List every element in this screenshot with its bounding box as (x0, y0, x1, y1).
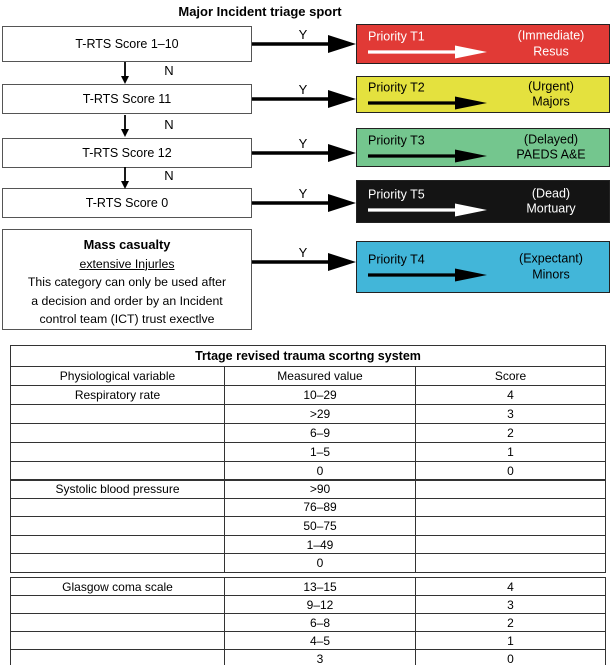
mass-casualty-body-line: control team (ICT) trust exectlve (39, 312, 215, 326)
variable-cell (11, 535, 225, 554)
priority-box-t2 (356, 76, 610, 113)
column-header-variable: Physiological variable (11, 367, 225, 386)
table-row (11, 650, 606, 665)
decision-box-trts-1-10 (2, 26, 252, 62)
priority-label: Priority T5 (368, 187, 425, 201)
priority-arrow-icon (367, 149, 493, 162)
table-title: Trtage revised trauma scortng system (11, 346, 606, 367)
table-row (11, 498, 606, 517)
yes-label: Y (298, 82, 308, 97)
measured-cell: 0 (225, 462, 416, 481)
table-row (11, 462, 606, 481)
decision-label: T-RTS Score 11 (82, 92, 172, 106)
measured-cell: 3 (225, 650, 416, 665)
score-cell: 1 (416, 443, 606, 462)
triage-table-respiratory (10, 345, 606, 481)
priority-destination: PAEDS A&E (516, 147, 586, 162)
no-label: N (164, 168, 174, 183)
score-cell: 4 (416, 386, 606, 405)
measured-cell: 13–15 (225, 578, 416, 596)
score-cell (416, 535, 606, 554)
table-row (11, 386, 606, 405)
measured-cell: 10–29 (225, 386, 416, 405)
priority-category: (Urgent) (528, 79, 574, 93)
column-header-measured: Measured value (225, 367, 416, 386)
decision-box-trts-12 (2, 138, 252, 168)
variable-cell (11, 614, 225, 632)
variable-cell (11, 596, 225, 614)
score-cell: 1 (416, 632, 606, 650)
table-row (11, 535, 606, 554)
priority-arrow-icon (367, 203, 493, 216)
score-cell (416, 554, 606, 573)
mass-casualty-body-line: a decision and order by an Incident (31, 293, 223, 308)
priority-label: Priority T1 (368, 29, 425, 44)
measured-cell: >90 (225, 480, 416, 499)
priority-arrow-icon (367, 269, 493, 282)
triage-table-glasgow (10, 577, 606, 665)
yes-label: Y (298, 186, 308, 201)
score-cell (416, 498, 606, 517)
measured-cell: 0 (225, 554, 416, 573)
table-row (11, 424, 606, 443)
table-row (11, 596, 606, 614)
yes-label: Y (298, 27, 308, 42)
mass-casualty-subtitle: extensive Injurles (79, 256, 175, 271)
score-cell (416, 480, 606, 499)
table-row (11, 614, 606, 632)
priority-destination: Resus (533, 44, 569, 58)
measured-cell: 4–5 (225, 632, 416, 650)
mass-casualty-title: Mass casualty (83, 237, 171, 252)
score-cell: 2 (416, 614, 606, 632)
priority-arrow-icon (367, 96, 493, 109)
table-row (11, 632, 606, 650)
yes-label: Y (298, 136, 308, 151)
priority-category: (Immediate) (517, 28, 585, 43)
score-cell: 0 (416, 462, 606, 481)
variable-cell (11, 405, 225, 424)
priority-category: (Dead) (531, 186, 571, 200)
down-arrow-icon (118, 62, 132, 84)
measured-cell: 6–8 (225, 614, 416, 632)
measured-cell: 6–9 (225, 424, 416, 443)
score-cell (416, 517, 606, 536)
priority-box-t4 (356, 241, 610, 293)
score-cell: 2 (416, 424, 606, 443)
column-header-score: Score (416, 367, 606, 386)
measured-cell: 9–12 (225, 596, 416, 614)
no-label: N (164, 63, 174, 78)
down-arrow-icon (118, 167, 132, 189)
table-row (11, 578, 606, 596)
table-row (11, 443, 606, 462)
variable-cell (11, 554, 225, 573)
variable-cell (11, 650, 225, 665)
variable-cell (11, 498, 225, 517)
decision-label: T-RTS Score 1–10 (75, 37, 179, 51)
table-row (11, 405, 606, 424)
priority-category: (Delayed) (523, 132, 579, 146)
measured-cell: >29 (225, 405, 416, 424)
decision-label: T-RTS Score 0 (85, 196, 169, 210)
priority-destination: Mortuary (526, 201, 576, 216)
mass-casualty-body-line: This category can only be used after (27, 275, 227, 289)
priority-label: Priority T2 (368, 80, 425, 94)
table-row (11, 480, 606, 499)
variable-cell (11, 462, 225, 481)
variable-cell: Systolic blood pressure (11, 480, 225, 499)
variable-cell (11, 517, 225, 536)
variable-cell (11, 424, 225, 443)
yes-label: Y (298, 245, 308, 260)
score-cell: 4 (416, 578, 606, 596)
table-row (11, 517, 606, 536)
variable-cell (11, 632, 225, 650)
decision-box-trts-0 (2, 188, 252, 218)
priority-box-t3 (356, 128, 610, 167)
priority-category: (Expectant) (519, 251, 583, 266)
priority-label: Priority T3 (368, 133, 425, 147)
priority-box-t1 (356, 24, 610, 64)
priority-destination: Majors (532, 94, 570, 109)
figure-title: Major Incident triage sport (178, 4, 342, 19)
priority-box-t5 (356, 180, 610, 223)
variable-cell: Glasgow coma scale (11, 578, 225, 596)
measured-cell: 76–89 (225, 498, 416, 517)
down-arrow-icon (118, 115, 132, 137)
variable-cell: Respiratory rate (11, 386, 225, 405)
no-label: N (164, 117, 174, 132)
mass-casualty-box (2, 229, 252, 330)
decision-label: T-RTS Score 12 (82, 146, 172, 160)
score-cell: 0 (416, 650, 606, 665)
triage-table-systolic (10, 479, 606, 573)
score-cell: 3 (416, 596, 606, 614)
measured-cell: 1–5 (225, 443, 416, 462)
table-row (11, 554, 606, 573)
priority-arrow-icon (367, 46, 493, 59)
decision-box-trts-11 (2, 84, 252, 114)
priority-label: Priority T4 (368, 252, 425, 267)
score-cell: 3 (416, 405, 606, 424)
measured-cell: 50–75 (225, 517, 416, 536)
priority-destination: Minors (532, 267, 570, 281)
variable-cell (11, 443, 225, 462)
measured-cell: 1–49 (225, 535, 416, 554)
